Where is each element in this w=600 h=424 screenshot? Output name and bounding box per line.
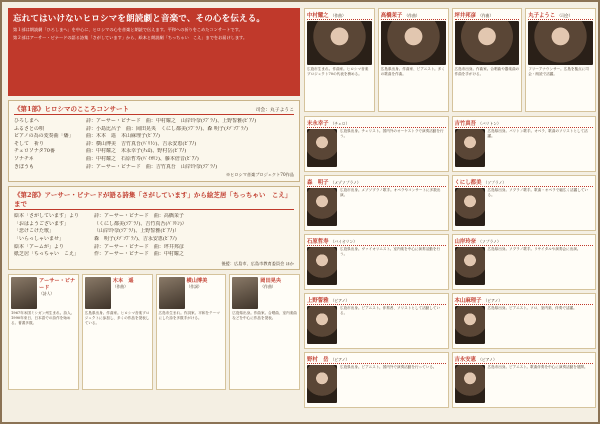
performer-bio: 広島県出身。ソプラノ歌手。リサイタルや演奏会に出演。: [487, 247, 581, 251]
featured-performers: [304, 8, 596, 112]
program-row: [14, 251, 294, 259]
program-credits: 作：アーサー・ビナード 曲：中村耀之: [94, 251, 184, 258]
performer-card: [378, 8, 449, 112]
program-row: [14, 118, 294, 126]
performer-card: [304, 8, 375, 112]
bio-card: [156, 274, 227, 390]
program-list: [14, 213, 294, 259]
intro-paragraph: 第２部はアーサー・ビナードの語る詩集「さがしています」から、絵本と朗読劇「ちっちゃい こえ」までをお届けします。: [13, 34, 248, 40]
bio-role: （作曲）: [260, 284, 276, 290]
left-column: [8, 8, 300, 420]
performer-photo: [307, 188, 337, 226]
performer-header: [455, 119, 594, 128]
performer-bio: 広島市出身。メゾソプラノ歌手。オペラやコンサートに多数出演。: [340, 188, 441, 197]
performer-body: [455, 188, 594, 226]
performer-header: [455, 296, 594, 305]
program-row: [14, 236, 294, 244]
program-credits: 詩：小島比呂子 曲：岡田晃央 くにし都美(ｿﾌﾟﾗﾉ)、森 明子(ﾒｿﾞｿﾌﾟﾗﾉ): [86, 125, 248, 132]
performer-instrument: （作曲）: [330, 13, 346, 18]
program-row: [14, 228, 294, 236]
program-row: [14, 148, 294, 156]
performer-body: [455, 365, 594, 403]
section-1-title: 《第1部》ヒロシマのこころコンサート: [14, 105, 130, 113]
performer-bio: 広島市出身。ピアニスト。歌曲伴奏を中心に演奏活動を展開。: [487, 365, 588, 369]
program-row: [14, 213, 294, 221]
performer-photo: [455, 247, 485, 285]
program-credits: 詩：アーサー・ビナード 曲：中村耀之 山岸玲奈(ｿﾌﾟﾗﾉ)、上野誓雅(ﾋﾟｱﾉ): [86, 118, 257, 124]
program-credits: 曲：中村耀之 末永幸子(ﾁｪﾛ)、野村岳(ﾋﾟｱﾉ): [86, 148, 187, 155]
performer-name: 丸子ようこ: [528, 13, 556, 19]
performer-bio: 広島市生まれ。作曲家。ヒロシマ音楽プロジェクト70の代表を務める。: [307, 67, 369, 76]
performer-card: [452, 352, 597, 408]
performer-header: [307, 355, 446, 364]
program-title: 「おはようございます」: [14, 220, 70, 227]
portrait-photo: [159, 277, 185, 309]
performer-name: 高橋茉子: [380, 13, 403, 19]
program-title: ピアノの為の変奏曲「燔」: [14, 133, 74, 140]
performer-photo: [455, 129, 485, 167]
performer-header: [455, 355, 594, 364]
performer-card: [452, 234, 597, 290]
program-title: 紙芝居「ちっちゃい こえ」: [14, 251, 80, 258]
performer-bio: 広島県出身。ソプラノ歌手。歌曲・オペラで幅広く活躍している。: [487, 188, 589, 197]
portrait-photo: [11, 277, 37, 309]
performer-photo: [455, 21, 520, 65]
right-column: [304, 8, 596, 420]
performer-header: [455, 237, 594, 246]
bio-text: 広島市生まれ。作詞家。平和をテーマにした詩を多数手がける。: [158, 311, 220, 320]
bio-role: （詩人）: [39, 291, 55, 297]
performer-instrument: （作曲）: [478, 13, 494, 18]
performer-bio: 広島県出身。ピアニスト。ソロ、室内楽、伴奏で活躍。: [487, 306, 577, 310]
bio-card: [229, 274, 300, 390]
program-credits: 森 明子(ﾒｿﾞｿﾌﾟﾗﾉ)、吉永安恵(ﾋﾟｱﾉ): [94, 235, 177, 242]
bio-header: [11, 277, 76, 309]
performer-photo: [307, 129, 337, 167]
performer-bio: 広島市出身。作曲家。合唱曲や器楽曲の作曲を手がける。: [454, 67, 520, 76]
performer-card: [304, 352, 449, 408]
performer-card: [452, 116, 597, 172]
performer-header: [455, 178, 594, 187]
program-row: [14, 244, 294, 252]
bio-header: [232, 277, 297, 309]
performer-body: [307, 21, 372, 76]
performer-body: [455, 306, 594, 344]
section-2-title: 《第2部》アーサー・ビナードが語る詩集「さがしています」から絵芝居「ちっちゃい こえ」まで: [14, 191, 292, 209]
bio-header: [85, 277, 150, 309]
bio-text: 1967年米国ミシガン州生まれ。詩人。1990年来日、日本語での詩作を始める。著書多数。: [11, 311, 75, 325]
performer-name: 上野誓雅: [307, 298, 329, 304]
performer-instrument: （ピアノ）: [483, 298, 503, 303]
performer-instrument: （ピアノ）: [330, 357, 350, 362]
portrait-photo: [232, 277, 258, 309]
program-title: 絵本「さがしています」より: [14, 213, 80, 220]
performer-body: [307, 129, 446, 167]
bio-name-block: [113, 277, 134, 309]
performer-instrument: （バイオリン）: [330, 239, 358, 244]
performer-photo: [307, 365, 337, 403]
program-credits: 詩：アーサー・ビナード 曲：坪井邦彦: [94, 243, 184, 250]
performer-photo: [455, 306, 485, 344]
performer-name: 石原哲寿: [307, 239, 329, 245]
performer-card: [525, 8, 596, 112]
performer-instrument: （作曲）: [404, 13, 420, 18]
performer-body: [528, 21, 593, 76]
performer-header: [381, 11, 446, 20]
program-row: [14, 156, 294, 164]
performer-name: 吉永安恵: [454, 357, 477, 363]
performer-instrument: （メゾソプラノ）: [330, 180, 361, 185]
performer-body: [455, 247, 594, 285]
program-row: [14, 164, 294, 172]
bio-name-block: [260, 277, 281, 309]
performer-card: [304, 175, 449, 231]
performer-bio: 広島県出身。作曲家、ピアニスト。多くの歌曲を作曲。: [380, 67, 445, 76]
sponsor-line: 後援：広島市、広島市教育委員会 ほか: [221, 260, 294, 266]
performer-name: 末永幸子: [307, 121, 329, 127]
program-row: [14, 141, 294, 149]
program-title: 「いらっしゃいませ」: [14, 235, 65, 242]
intro-panel: [8, 8, 300, 96]
program-title: チェロソナタ70番: [14, 148, 55, 155]
performer-body: [307, 247, 446, 285]
performer-body: [307, 188, 446, 226]
section-1: [8, 100, 300, 182]
program-credits: 曲：中村耀之 石原哲寿(ﾊﾞｲｵﾘﾝ)、藤本倍音(ﾋﾟｱﾉ): [86, 155, 199, 162]
portrait-photo: [85, 277, 111, 309]
bio-role: （作曲）: [112, 284, 128, 290]
bio-header: [159, 277, 224, 309]
program-credits: （山岸玲奈(ｿﾌﾟﾗﾉ)、上野誓雅(ﾋﾟｱﾉ)）: [94, 228, 180, 235]
performer-card: [304, 234, 449, 290]
performer-instrument: （ピアノ）: [330, 298, 350, 303]
program-title: 「悲けこけた歌」: [14, 228, 55, 235]
performer-instrument: （ピアノ）: [478, 357, 497, 362]
performer-name: 吉竹真吾: [454, 121, 477, 127]
performer-name: 森 明子: [307, 180, 329, 186]
performer-card: [304, 293, 449, 349]
performer-bio: 広島県出身。チェリスト。国内外のオーケストラで演奏活動を行う。: [340, 129, 444, 138]
performer-name: くにし都美: [454, 180, 482, 186]
bio-name-block: [187, 277, 208, 309]
program-credits: 曲：木本 遥 本山麻理子(ﾋﾟｱﾉ): [86, 133, 160, 140]
program-row: [14, 126, 294, 134]
performer-name: 中村耀之: [307, 13, 329, 19]
performer-photo: [455, 188, 485, 226]
program-title: 絵本「アームが」より: [14, 243, 64, 250]
performer-card: [452, 8, 523, 112]
performer-body: [381, 21, 446, 76]
performer-instrument: （バリトン）: [478, 121, 501, 126]
performer-card: [452, 293, 597, 349]
performer-card: [452, 175, 597, 231]
performer-header: [455, 11, 520, 20]
program-title: そして 祈り: [14, 140, 45, 147]
performer-name: 山岸玲奈: [454, 239, 477, 245]
program-credits: 詩：アーサー・ビナード 曲：高橋茉子: [94, 213, 184, 220]
performer-photo: [307, 247, 337, 285]
performer-bio: 広島県出身。ピアニスト。国内外で演奏活動を行っている。: [340, 365, 437, 369]
creator-bios: [8, 274, 300, 390]
performer-name: 本山麻理子: [454, 298, 482, 304]
performer-photo: [455, 365, 485, 403]
performer-photo: [307, 306, 337, 344]
performer-header: [307, 178, 446, 187]
performer-body: [455, 21, 520, 76]
performer-name: 坪井邦彦: [454, 13, 477, 19]
program-row: [14, 133, 294, 141]
bio-name: アーサー・ビナード: [39, 278, 76, 292]
bio-name: 横山博美: [186, 278, 208, 285]
bio-card: [8, 274, 79, 390]
bio-name: 岡田晃央: [260, 278, 282, 285]
performer-header: [307, 11, 372, 20]
performer-header: [307, 119, 446, 128]
program-credits: （くにし都美(ｿﾌﾟﾗﾉ)、吉竹真吾(ﾊﾞﾘﾄﾝ)）: [94, 220, 187, 227]
performer-instrument: （チェロ）: [330, 121, 350, 126]
program-note: ※ヒロシマ音楽プロジェクト70作品: [225, 172, 294, 178]
performer-body: [307, 365, 446, 403]
performer-header: [307, 296, 446, 305]
program-list: [14, 118, 294, 171]
performer-card: [304, 116, 449, 172]
performer-bio: 広島県出身。バリトン歌手。オペラ、歌曲のソリストとして活躍。: [487, 129, 588, 138]
program-credits: 詩：アーサー・ビナード 曲：吉竹真吾 山岸玲奈(ｿﾌﾟﾗﾉ): [86, 163, 218, 170]
performer-photo: [307, 21, 372, 65]
performer-photo: [381, 21, 446, 65]
bio-name: 木本 遥: [112, 278, 134, 285]
performer-body: [307, 306, 446, 344]
program-credits: 詩：横山博美 吉竹真吾(ﾊﾞﾘﾄﾝ)、吉永安恵(ﾋﾟｱﾉ): [86, 140, 197, 147]
program-title: ソナチネ: [14, 155, 34, 162]
performer-bio: 広島県出身。ヴァイオリニスト。室内楽を中心に演奏活動を行う。: [340, 247, 441, 256]
performer-header: [307, 237, 446, 246]
bio-name-block: [39, 277, 76, 309]
program-title: ふるさとの唄: [14, 125, 45, 132]
performer-grid: [304, 116, 596, 408]
performer-bio: フリーアナウンサー。広島を拠点に司会・朗読で活躍。: [528, 67, 589, 76]
program-title: ひろしまへ: [14, 118, 40, 124]
intro-paragraph: 第１部は朗読劇「ひろしまへ」を中心に、ヒロシマの心を音楽と朗読で伝えます。平和への祈りをこめたコンサートです。: [13, 27, 243, 32]
performer-header: [528, 11, 593, 20]
program-title: きぼうも: [14, 163, 35, 170]
section-2: [8, 186, 300, 270]
performer-instrument: （ソプラノ）: [478, 239, 501, 244]
performer-instrument: （ソプラノ）: [483, 180, 507, 185]
bio-role: （作詞）: [186, 284, 202, 290]
performer-instrument: （司会）: [557, 13, 573, 18]
performer-name: 野村 岳: [307, 357, 329, 363]
performer-body: [455, 129, 594, 167]
intro-title: 忘れてはいけないヒロシマを朗読劇と音楽で、その心を伝える。: [13, 14, 266, 24]
bio-card: [82, 274, 153, 390]
performer-bio: 広島市出身。ピアニスト。伴奏者、ソリストとして活動している。: [340, 306, 441, 315]
bio-text: 広島県出身。作曲家。ヒロシマ音楽プロジェクトに参加し、多くの作品を発表している。: [84, 311, 150, 325]
bio-text: 広島県出身。作曲家。合唱曲、室内楽曲などを中心に作品を発表。: [232, 311, 297, 320]
performer-photo: [528, 21, 593, 65]
program-row: [14, 221, 294, 229]
section-1-host: 司会：丸子ようこ: [255, 108, 294, 113]
